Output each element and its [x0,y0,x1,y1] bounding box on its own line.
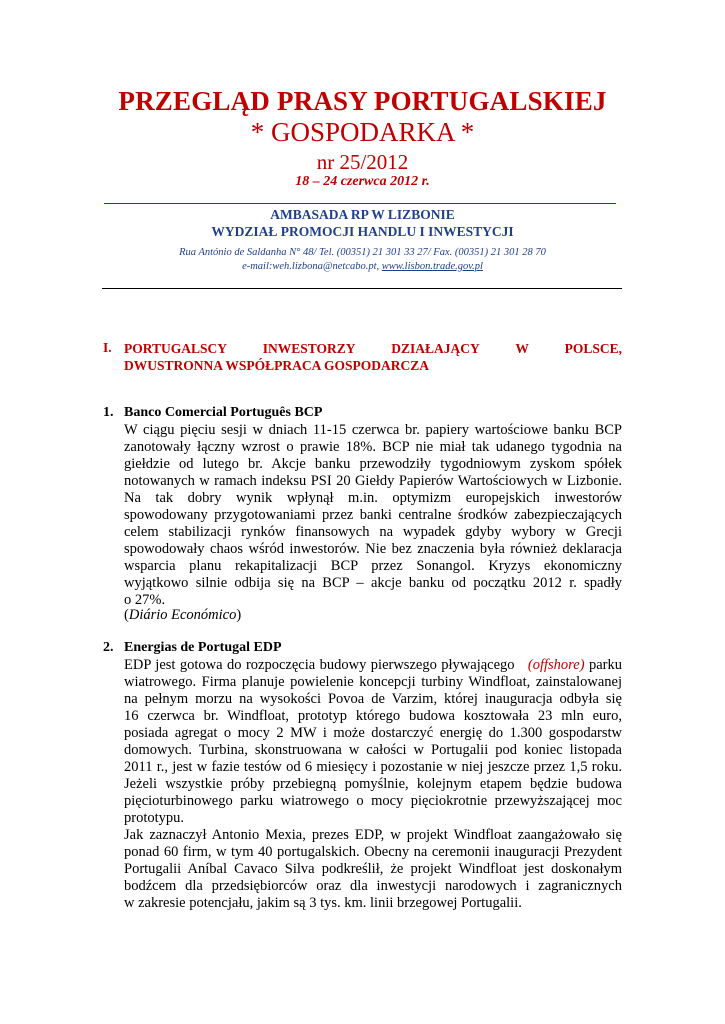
text-line [124,657,622,674]
section-heading-line2: DWUSTRONNA WSPÓŁPRACA GOSPODARCZA [124,358,430,373]
embassy-contact [0,261,725,272]
section-divider [102,288,622,289]
source-name: Diário Económico [128,607,237,623]
text-line: spowodowany przygotowaniami przez banki centralne środków zabezpieczających [124,507,622,523]
item-number: 2. [103,640,114,655]
text-line: notowanych w ramach indeksu PSI 20 Giełdy Papierów Wartościowych w Lizbonie. [124,473,622,489]
text-line: pięcioturbinowego parku wiatrowego o mocy pięciokrotnie przewyższającej moc [124,793,622,809]
item-number: 1. [103,405,114,420]
embassy-name: AMBASADA RP W LIZBONIE [270,207,455,222]
source-paren: ) [236,607,242,623]
text-line: o 27%. [124,592,166,608]
section-heading-word: W [515,341,529,356]
section-heading-word: INWESTORZY [262,341,356,356]
item-heading: Banco Comercial Português BCP [124,405,323,420]
text-line: 16 czerwca br. Windfloat, prototyp którego budowa kosztowała 23 mln euro, [124,708,622,724]
text-line: Na tak dobry wynik wpłynął m.in. optymizm europejskich inwestorów [124,490,622,506]
text-fragment: EDP jest gotowa do rozpoczęcia budowy pierwszego pływającego [124,657,515,673]
source-paren: ( [124,607,129,623]
section-heading [124,340,622,374]
article-paragraph [124,422,622,609]
text-line: prototypu. [124,810,185,826]
text-line: giełdzie od lutego br. Akcje banku przewodziły tygodniowym zyskom spółek [124,456,622,472]
offshore-term: (offshore) [527,657,585,673]
text-line: spowodowały chaos wśród inwestorów. Nie bez znaczenia była również deklaracja [124,541,622,557]
text-fragment: parku [589,657,623,673]
section-heading-word: DZIAŁAJĄCY [391,341,480,356]
text-line: bodźcem dla przedsiębiorców oraz dla inwestycji narodowych i zagranicznych [124,878,622,894]
document-title: PRZEGLĄD PRASY PORTUGALSKIEJ [118,86,607,116]
text-line: Jeżeli wszystkie próby przebiegną pomyślnie, kolejnym etapem będzie budowa [124,776,622,792]
text-line: domowych. Turbina, skonstruowana w całości w Portugalii pod koniec listopada [124,742,622,758]
text-line: celem stabilizacji rynków finansowych na wypadek gdyby wybory w Grecji [124,524,622,540]
text-line: ponad 60 firm, w tym 40 portugalskich. Obecny na ceremonii inauguracji Prezydent [124,844,622,860]
header-divider [104,203,616,204]
article-source [124,607,241,624]
section-heading-word: POLSCE, [564,341,622,356]
document-subtitle: * GOSPODARKA * [250,117,475,147]
embassy-address: Rua António de Saldanha N° 48/ Tel. (00351) 21 301 33 27/ Fax. (00351) 21 301 28 70 [179,247,546,258]
issue-dates: 18 – 24 czerwca 2012 r. [295,174,430,189]
text-line: Portugalii Aníbal Cavaco Silva podkreślił, że projekt Windfloat jest doskonałym [124,861,622,877]
issue-number: nr 25/2012 [316,150,409,174]
article-paragraph [124,657,622,912]
text-line: w zakresie potencjału, jakim są 3 tys. km. linii brzegowej Portugalii. [124,895,522,911]
embassy-email: e-mail:weh.lizbona@netcabo.pt, [242,261,382,272]
text-line: wsparcia planu rekapitalizacji BCP przez Sonangol. Kryzys ekonomiczny [124,558,622,574]
item-heading: Energias de Portugal EDP [124,640,282,655]
text-line: na pełnym morzu na wysokości Povoa de Varzim, której inauguracja odbyła się [124,691,622,707]
text-line: wiatrowego. Firma planuje powielenie koncepcji turbiny Windfloat, zainstalowanej [124,674,622,690]
text-line: Jak zaznaczył Antonio Mexia, prezes EDP, w projekt Windfloat zaangażowało się [124,827,622,843]
text-line: W ciągu pięciu sesji w dniach 11-15 czerwca br. papiery wartościowe banku BCP [124,422,622,438]
section-number: I. [103,340,112,355]
embassy-department: WYDZIAŁ PROMOCJI HANDLU I INWESTYCJI [211,224,514,239]
text-line: 2011 r., jest w fazie testów od 6 miesięcy i pozostanie w niej jeszcze przez 1,5 roku. [124,759,622,775]
embassy-website-link[interactable]: www.lisbon.trade.gov.pl [381,261,483,272]
text-line: posiada agregat o mocy 2 MW i może dostarczyć energię do 1.300 gospodarstw [124,725,622,741]
section-heading-word: PORTUGALSCY [124,341,228,356]
text-line: zanotowały łączny wzrost o prawie 18%. BCP nie miał tak udanego tygodnia na [124,439,622,455]
text-line: wyjątkowo silnie odbija się na BCP – akcje banku od początku 2012 r. spadły [124,575,622,591]
